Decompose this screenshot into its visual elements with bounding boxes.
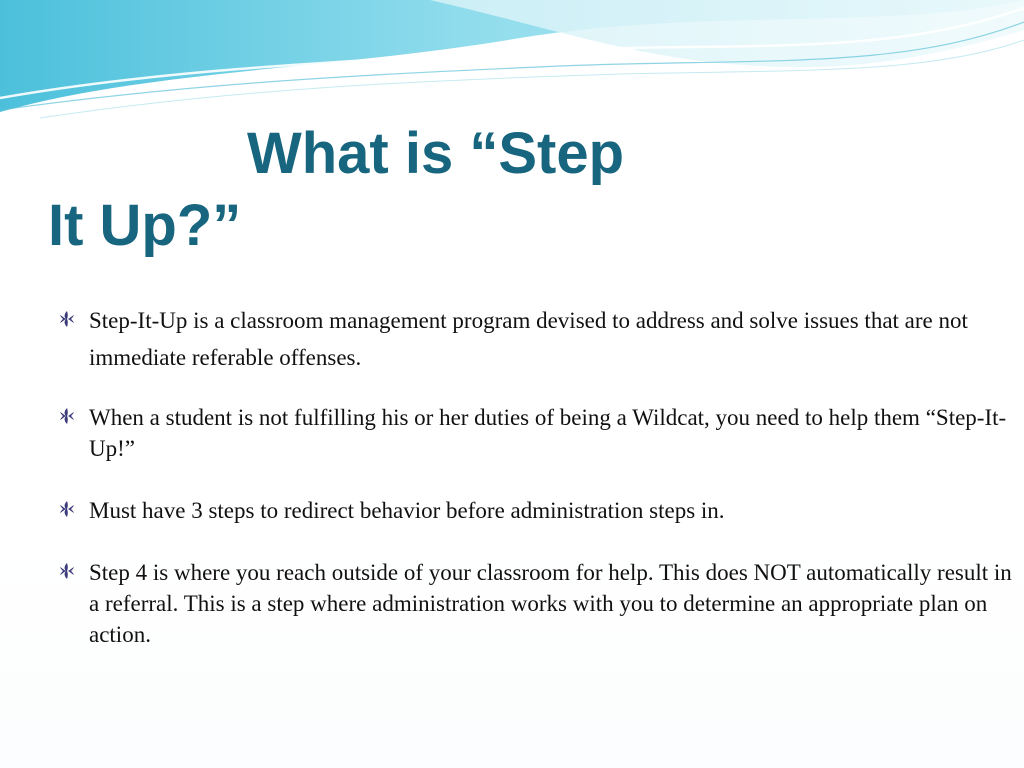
slide-title bbox=[48, 118, 768, 262]
header-wave-decoration bbox=[0, 0, 1024, 130]
list-item bbox=[56, 402, 1016, 464]
fleur-bullet-icon bbox=[58, 500, 76, 518]
list-item bbox=[56, 302, 1016, 376]
bullet-text: When a student is not fulfilling his or her duties of being a Wildcat, you need to help them “Step-It-Up!” bbox=[89, 405, 1007, 461]
bullet-list bbox=[56, 302, 1016, 650]
bullet-text: Step-It-Up is a classroom management program devised to address and solve issues that are not immediate referable offenses. bbox=[89, 308, 968, 370]
title-line-2: It Up?” bbox=[48, 193, 242, 258]
fleur-bullet-icon bbox=[58, 562, 76, 580]
fleur-bullet-icon bbox=[58, 407, 76, 425]
fleur-bullet-icon bbox=[58, 310, 76, 328]
bullet-text: Must have 3 steps to redirect behavior before administration steps in. bbox=[89, 498, 725, 523]
list-item bbox=[56, 557, 1016, 650]
title-line-1: What is “Step bbox=[247, 121, 625, 186]
list-item bbox=[56, 495, 1016, 526]
bullet-text: Step 4 is where you reach outside of your classroom for help. This does NOT automatically result in a referral. This is a step where administration works with you to determine an appropriate plan on action. bbox=[89, 560, 1012, 647]
